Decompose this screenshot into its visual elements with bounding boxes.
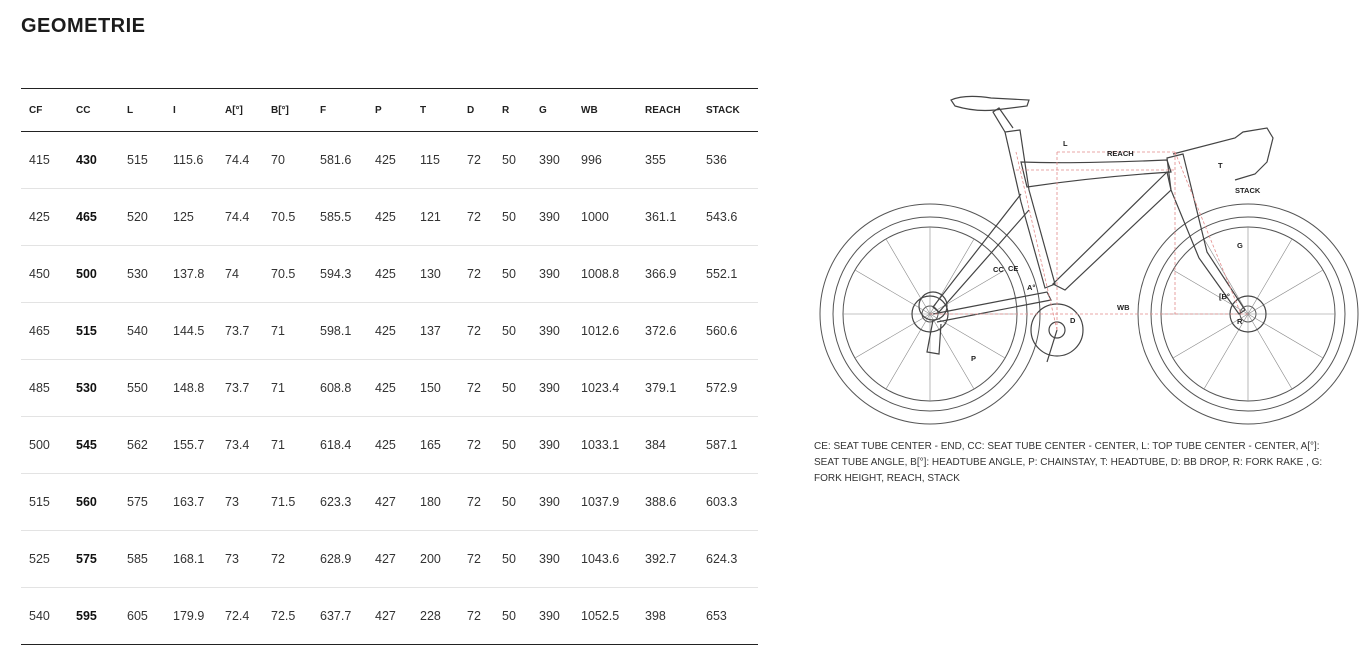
table-cell: 73.7 xyxy=(217,303,263,360)
label-cc: CC xyxy=(993,265,1004,274)
table-cell: 168.1 xyxy=(165,531,217,588)
label-wb: WB xyxy=(1117,303,1130,312)
table-row xyxy=(21,474,758,531)
table-cell: 71 xyxy=(263,360,312,417)
table-cell: 575 xyxy=(119,474,165,531)
table-cell: 144.5 xyxy=(165,303,217,360)
table-cell: 1052.5 xyxy=(581,609,620,623)
table-cell: 372.6 xyxy=(637,303,698,360)
label-b: [B° xyxy=(1219,292,1230,301)
table-cell: 1012.6 xyxy=(573,303,637,360)
table-cell: 605 xyxy=(127,609,148,623)
table-cell: 996 xyxy=(573,132,637,189)
table-cell: 562 xyxy=(119,417,165,474)
table-cell: 361.1 xyxy=(637,189,698,246)
table-cell: 415 xyxy=(21,132,68,189)
column-header: CC xyxy=(68,89,119,132)
table-cell: 585.5 xyxy=(312,189,367,246)
table-cell: 50 xyxy=(502,609,516,623)
table-cell: 515 xyxy=(68,303,119,360)
table-cell: 137 xyxy=(412,303,459,360)
table-cell: 388.6 xyxy=(637,474,698,531)
table-cell: 1008.8 xyxy=(573,246,637,303)
table-cell: 50 xyxy=(494,474,531,531)
bike-geometry-diagram xyxy=(815,92,1363,428)
table-cell: 115 xyxy=(412,132,459,189)
table-cell: 390 xyxy=(531,474,573,531)
table-cell: 515 xyxy=(21,474,68,531)
table-row xyxy=(21,588,758,645)
table-row xyxy=(21,132,758,189)
table-cell: 71 xyxy=(263,417,312,474)
table-cell: 425 xyxy=(367,303,412,360)
table-cell: 1033.1 xyxy=(573,417,637,474)
column-header: CF xyxy=(21,89,68,132)
table-cell: 74.4 xyxy=(217,189,263,246)
geometry-table xyxy=(21,88,758,645)
table-cell: 575 xyxy=(68,531,119,588)
table-cell: 50 xyxy=(494,360,531,417)
table-cell: 525 xyxy=(21,531,68,588)
table-cell: 73.4 xyxy=(217,417,263,474)
table-cell: 398 xyxy=(645,609,666,623)
table-cell: 355 xyxy=(637,132,698,189)
label-g: G xyxy=(1237,241,1243,250)
table-cell: 390 xyxy=(531,246,573,303)
table-cell: 427 xyxy=(375,609,396,623)
spokes xyxy=(843,227,1335,401)
table-cell: 427 xyxy=(367,531,412,588)
table-cell: 560 xyxy=(68,474,119,531)
table-cell: 179.9 xyxy=(173,609,205,623)
table-cell: 1023.4 xyxy=(573,360,637,417)
table-cell: 595 xyxy=(76,609,97,623)
table-cell: 50 xyxy=(494,417,531,474)
table-cell: 71 xyxy=(263,303,312,360)
table-cell: 163.7 xyxy=(165,474,217,531)
table-cell: 50 xyxy=(494,132,531,189)
table-cell: 72 xyxy=(459,189,494,246)
table-cell: 390 xyxy=(531,531,573,588)
table-cell: 425 xyxy=(367,189,412,246)
table-cell: 72.5 xyxy=(271,609,296,623)
table-cell: 72 xyxy=(459,303,494,360)
table-cell: 500 xyxy=(68,246,119,303)
table-cell: 150 xyxy=(412,360,459,417)
label-ce: CE xyxy=(1008,264,1019,273)
table-cell: 148.8 xyxy=(165,360,217,417)
table-cell: 390 xyxy=(531,189,573,246)
table-cell: 121 xyxy=(412,189,459,246)
table-cell: 552.1 xyxy=(698,246,758,303)
table-cell: 70.5 xyxy=(263,246,312,303)
table-cell: 137.8 xyxy=(165,246,217,303)
table-cell: 72 xyxy=(459,531,494,588)
label-l: L xyxy=(1063,139,1068,148)
table-cell: 390 xyxy=(539,609,560,623)
label-r: R xyxy=(1237,317,1243,326)
column-header: F xyxy=(312,89,367,132)
table-cell: 427 xyxy=(367,474,412,531)
table-cell: 200 xyxy=(412,531,459,588)
table-cell: 465 xyxy=(21,303,68,360)
table-cell: 628.9 xyxy=(312,531,367,588)
table-cell: 1043.6 xyxy=(573,531,637,588)
table-cell: 543.6 xyxy=(698,189,758,246)
table-cell: 485 xyxy=(21,360,68,417)
table-cell: 536 xyxy=(698,132,758,189)
table-cell: 653 xyxy=(706,609,727,623)
table-cell: 515 xyxy=(119,132,165,189)
table-cell: 390 xyxy=(531,132,573,189)
table-cell: 74 xyxy=(217,246,263,303)
table-cell: 465 xyxy=(68,189,119,246)
table-cell: 572.9 xyxy=(698,360,758,417)
table-cell: 366.9 xyxy=(637,246,698,303)
table-cell: 125 xyxy=(165,189,217,246)
label-p: P xyxy=(971,354,977,363)
column-header: P xyxy=(367,89,412,132)
table-cell: 598.1 xyxy=(312,303,367,360)
table-row xyxy=(21,360,758,417)
table-cell: 72.4 xyxy=(225,609,250,623)
table-cell: 608.8 xyxy=(312,360,367,417)
column-header: WB xyxy=(573,89,637,132)
table-cell: 73 xyxy=(217,474,263,531)
table-cell: 115.6 xyxy=(165,132,217,189)
table-cell: 603.3 xyxy=(698,474,758,531)
table-row xyxy=(21,531,758,588)
table-cell: 392.7 xyxy=(637,531,698,588)
column-header: I xyxy=(165,89,217,132)
table-cell: 530 xyxy=(68,360,119,417)
table-cell: 72 xyxy=(263,531,312,588)
table-cell: 450 xyxy=(21,246,68,303)
table-cell: 425 xyxy=(367,132,412,189)
table-cell: 500 xyxy=(21,417,68,474)
frame xyxy=(912,96,1273,362)
column-header: B[°] xyxy=(263,89,312,132)
table-cell: 425 xyxy=(367,246,412,303)
column-header: G xyxy=(531,89,573,132)
label-d: D xyxy=(1070,316,1076,325)
table-cell: 581.6 xyxy=(312,132,367,189)
table-cell: 72 xyxy=(459,246,494,303)
table-cell: 379.1 xyxy=(637,360,698,417)
table-cell: 390 xyxy=(531,303,573,360)
column-header: A[°] xyxy=(217,89,263,132)
table-cell: 594.3 xyxy=(312,246,367,303)
table-cell: 390 xyxy=(531,360,573,417)
table-cell: 71.5 xyxy=(263,474,312,531)
table-cell: 545 xyxy=(68,417,119,474)
table-header-row xyxy=(21,89,758,132)
table-cell: 560.6 xyxy=(698,303,758,360)
table-cell: 50 xyxy=(494,531,531,588)
table-cell: 70 xyxy=(263,132,312,189)
table-cell: 623.3 xyxy=(312,474,367,531)
table-cell: 50 xyxy=(494,246,531,303)
label-reach: REACH xyxy=(1107,149,1134,158)
column-header: STACK xyxy=(698,89,758,132)
table-cell: 585 xyxy=(119,531,165,588)
column-header: R xyxy=(494,89,531,132)
table-cell: 228 xyxy=(420,609,441,623)
table-cell: 425 xyxy=(367,417,412,474)
table-body xyxy=(21,132,758,645)
page-title: GEOMETRIE xyxy=(21,15,146,37)
table-cell: 618.4 xyxy=(312,417,367,474)
table-cell: 130 xyxy=(412,246,459,303)
table-cell: 72 xyxy=(459,360,494,417)
label-a: A° xyxy=(1027,283,1036,292)
column-header: T xyxy=(412,89,459,132)
column-header: D xyxy=(459,89,494,132)
table-cell: 540 xyxy=(29,609,50,623)
table-row xyxy=(21,189,758,246)
table-cell: 425 xyxy=(21,189,68,246)
table-cell: 72 xyxy=(459,474,494,531)
table-cell: 165 xyxy=(412,417,459,474)
table-cell: 50 xyxy=(494,303,531,360)
table-cell: 1037.9 xyxy=(573,474,637,531)
table-row xyxy=(21,417,758,474)
table-cell: 587.1 xyxy=(698,417,758,474)
table-cell: 72 xyxy=(467,609,481,623)
table-cell: 540 xyxy=(119,303,165,360)
table-cell: 180 xyxy=(412,474,459,531)
table-cell: 73 xyxy=(217,531,263,588)
label-stack: STACK xyxy=(1235,186,1261,195)
table-cell: 72 xyxy=(459,132,494,189)
table-cell: 624.3 xyxy=(698,531,758,588)
table-cell: 390 xyxy=(531,417,573,474)
table-cell: 520 xyxy=(119,189,165,246)
table-cell: 1000 xyxy=(573,189,637,246)
table-cell: 50 xyxy=(494,189,531,246)
geometry-legend-caption: CE: SEAT TUBE CENTER - END, CC: SEAT TUBE CENTER - CENTER, L: TOP TUBE CENTER - CENTER, A[°]: SEAT TUBE ANGLE, B[°]: HEADTUBE ANGLE, P: CHAINSTAY, T: HEADTUBE, D: BB DROP, R: FORK RAKE , G: FORK HEIGHT, REACH, STACK xyxy=(814,441,1323,484)
table-row xyxy=(21,246,758,303)
table-cell: 72 xyxy=(459,417,494,474)
table-row xyxy=(21,303,758,360)
column-header: REACH xyxy=(637,89,698,132)
table-cell: 74.4 xyxy=(217,132,263,189)
column-header: L xyxy=(119,89,165,132)
label-t: T xyxy=(1218,161,1223,170)
table-cell: 637.7 xyxy=(320,609,352,623)
table-cell: 425 xyxy=(367,360,412,417)
table-cell: 530 xyxy=(119,246,165,303)
table-cell: 70.5 xyxy=(263,189,312,246)
table-cell: 430 xyxy=(68,132,119,189)
table-cell: 73.7 xyxy=(217,360,263,417)
table-cell: 384 xyxy=(637,417,698,474)
table-cell: 550 xyxy=(119,360,165,417)
table-cell: 155.7 xyxy=(165,417,217,474)
